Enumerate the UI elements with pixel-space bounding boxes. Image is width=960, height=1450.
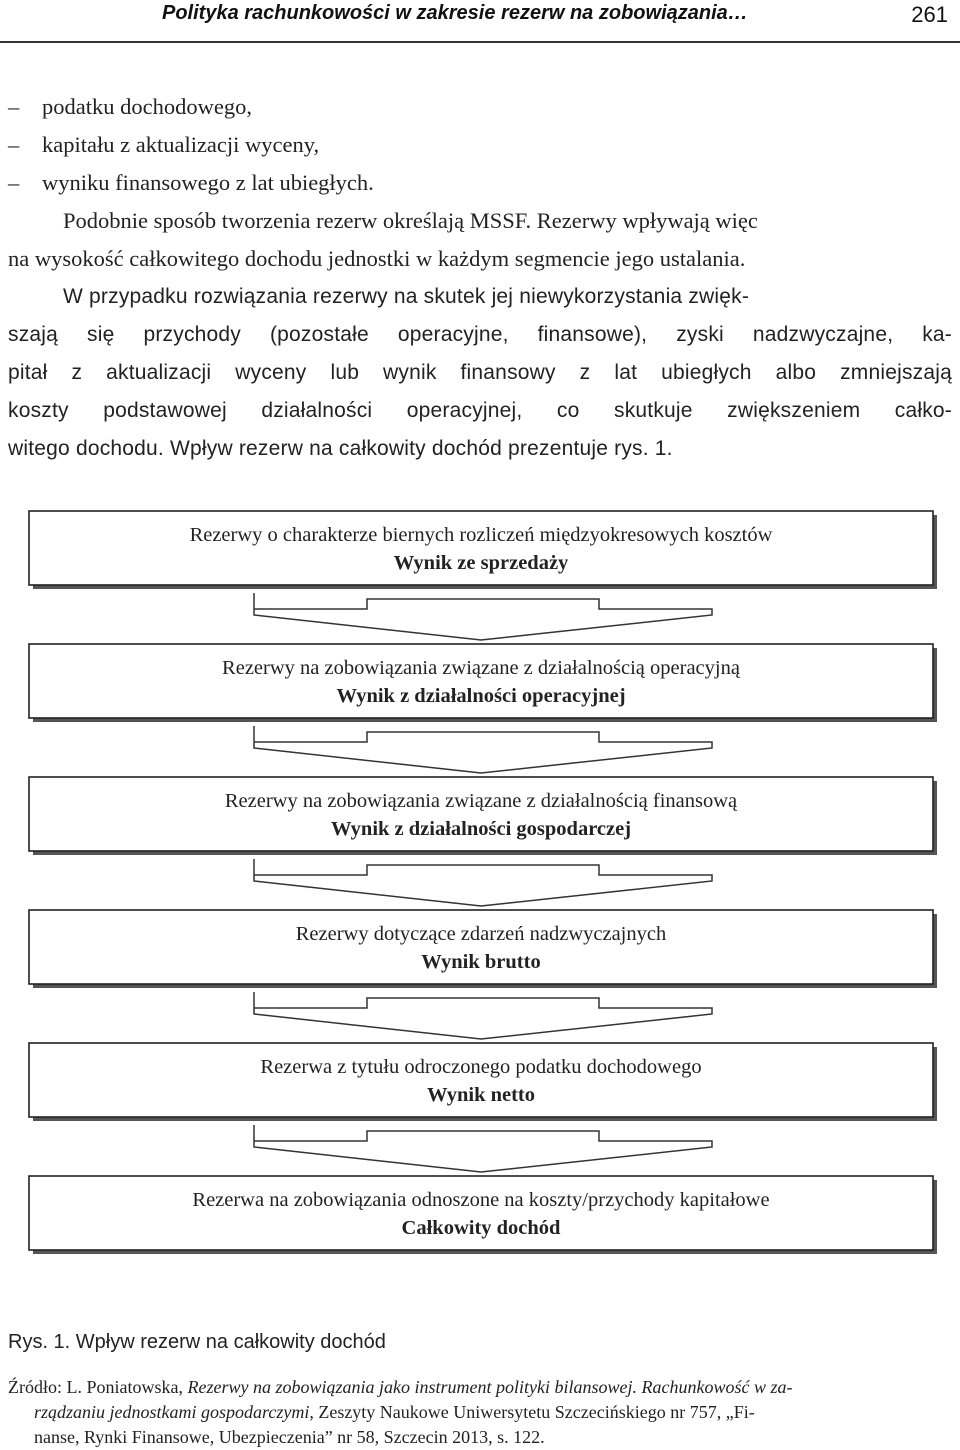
source-title-cont: rządzaniu jednostkami gospodarczymi [34, 1402, 310, 1422]
running-header-title: Polityka rachunkowości w zakresie rezerw na zobowiązania… [162, 2, 748, 24]
paragraph-line: koszty podstawowej działalności operacyjnej, co skutkuje zwiększeniem całko- [8, 399, 952, 422]
flow-box-result-label: Całkowity dochód [401, 1217, 561, 1239]
bullet-dash: – [8, 132, 20, 157]
list-item [8, 164, 952, 202]
paragraph-line: szają się przychody (pozostałe operacyjne, finansowe), zyski nadzwyczajne, ka- [8, 323, 952, 346]
source-author: L. Poniatowska, [66, 1377, 183, 1397]
flow-arrow [254, 1125, 712, 1172]
list-item [8, 88, 952, 126]
flow-arrow [254, 859, 712, 906]
source-line: nanse, Rynki Finansowe, Ubezpieczenia” nr 58, Szczecin 2013, s. 122. [34, 1427, 545, 1447]
flow-box-result-label: Wynik z działalności gospodarczej [330, 818, 632, 840]
paragraph-line: witego dochodu. Wpływ rezerw na całkowity dochód prezentuje rys. 1. [8, 437, 673, 460]
flow-box-result-label: Wynik ze sprzedaży [393, 552, 569, 574]
flow-box-reserve-label: Rezerwa z tytułu odroczonego podatku dochodowego [260, 1056, 702, 1078]
flow-box-reserve-label: Rezerwa na zobowiązania odnoszone na koszty/przychody kapitałowe [192, 1189, 770, 1211]
source-title: Rezerwy na zobowiązania jako instrument polityki bilansowej. Rachunkowość w za- [187, 1377, 793, 1397]
source-publication: , Zeszyty Naukowe Uniwersytetu Szczecińskiego nr 757, „Fi- [309, 1402, 755, 1422]
flow-box-result-label: Wynik netto [426, 1084, 536, 1106]
flow-arrow [254, 726, 712, 773]
paragraph-line: Podobnie sposób tworzenia rezerw określają MSSF. Rezerwy wpływają więc [63, 208, 758, 233]
flow-box-result-label: Wynik z działalności operacyjnej [336, 685, 626, 707]
source-line [8, 1400, 954, 1425]
list-item-text: kapitału z aktualizacji wyceny, [42, 132, 320, 157]
paragraph-line: na wysokość całkowitego dochodu jednostki w każdym segmencie jego ustalania. [8, 246, 746, 271]
paragraph-line: W przypadku rozwiązania rezerwy na skutek jej niewykorzystania zwięk- [63, 285, 750, 308]
flow-arrow [254, 992, 712, 1039]
source-label: Źródło: [8, 1377, 62, 1397]
list-item [8, 126, 952, 164]
body-text [8, 88, 952, 468]
source-line [8, 1375, 954, 1400]
paragraph-line: pitał z aktualizacji wyceny lub wynik finansowy z lat ubiegłych albo zmniejszają [8, 361, 952, 384]
flow-box-reserve-label: Rezerwy na zobowiązania związane z działalnością operacyjną [222, 657, 740, 679]
list-item-text: wyniku finansowego z lat ubiegłych. [42, 170, 374, 195]
header-rule [0, 41, 960, 43]
bullet-dash: – [8, 170, 20, 195]
flow-arrow [254, 593, 712, 640]
source-note [8, 1375, 954, 1450]
page-number: 261 [911, 2, 948, 27]
flow-box-reserve-label: Rezerwy na zobowiązania związane z działalnością finansową [224, 790, 738, 812]
running-header [0, 0, 960, 44]
flow-box-reserve-label: Rezerwy dotyczące zdarzeń nadzwyczajnych [295, 923, 667, 945]
figure-caption: Rys. 1. Wpływ rezerw na całkowity dochód [8, 1331, 386, 1353]
bullet-dash: – [8, 94, 20, 119]
list-item-text: podatku dochodowego, [42, 94, 252, 119]
flow-diagram [0, 505, 960, 1264]
flow-box-reserve-label: Rezerwy o charakterze biernych rozliczeń międzyokresowych kosztów [189, 524, 773, 546]
flow-box-result-label: Wynik brutto [421, 951, 541, 973]
